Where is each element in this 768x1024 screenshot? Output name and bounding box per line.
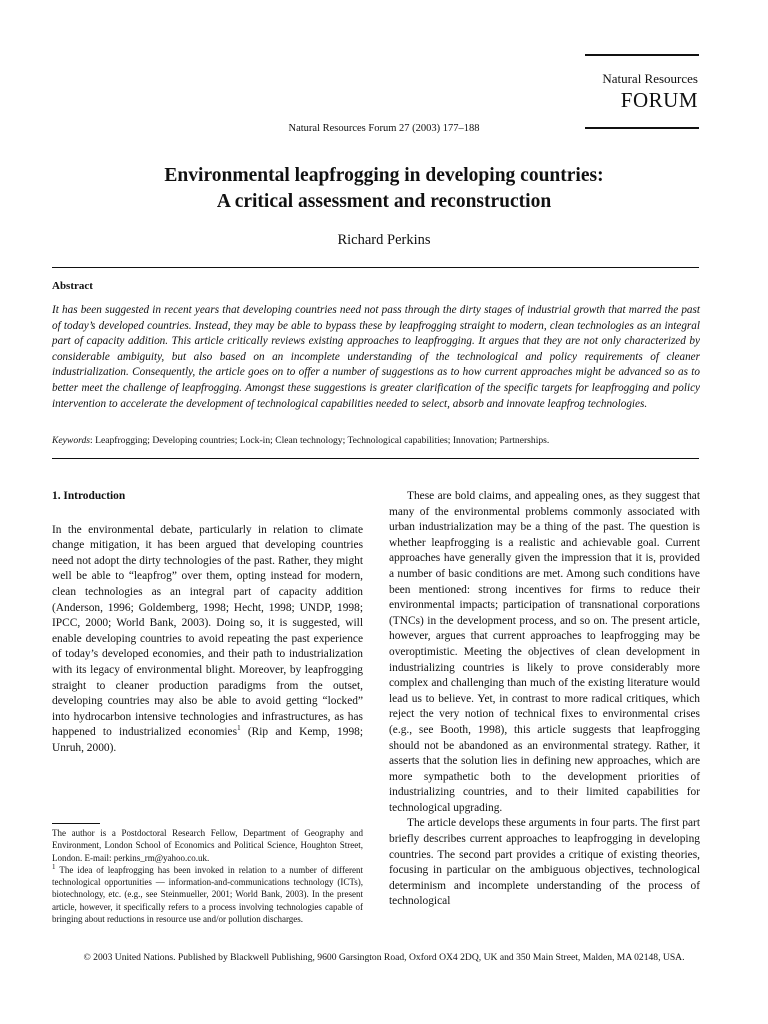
article-title (60, 163, 708, 215)
masthead-top-rule (585, 54, 699, 56)
intro-text-tail: (Rip and Kemp, 1998; Unruh, 2000). (52, 726, 364, 754)
footnotes (52, 827, 363, 925)
keywords (52, 434, 700, 447)
abstract-text: It has been suggested in recent years that developing countries need not pass through the dirty stages of industrial growth that marred the past of today’s developed countries. Instead, they may be able to bypass these by leapfrogging straight to modern, clean technologies as an integral part of capacity addition. This article critically reviews existing approaches to leapfrogging. It argues that they are not only characterized by considerable ambiguity, but also based on an incomplete understanding of the technological and policy requirements of cleaner industrialization. Consequently, the article goes on to offer a number of suggestions as to how current approaches might be advanced so as to better meet the challenge of leapfrogging. Amongst these suggestions is greater clarification of the specific targets for leapfrogging and policy intervention to accelerate the development of technological capabilities needed to select, absorb and innovate leapfrog technologies. (52, 304, 700, 410)
abstract-heading: Abstract (52, 280, 93, 292)
footnote-1 (52, 864, 363, 925)
copyright-line: © 2003 United Nations. Published by Blackwell Publishing, 9600 Garsington Road, Oxford OX4 2DQ, UK and 350 Main Street, Malden, MA 02148, USA. (83, 952, 685, 963)
journal-masthead-subtitle: Natural Resources (602, 71, 698, 86)
section-heading: 1. Introduction (52, 490, 126, 502)
journal-masthead-title: FORUM (620, 88, 698, 112)
intro-paragraph (52, 523, 363, 757)
journal-citation: Natural Resources Forum 27 (2003) 177–188 (288, 123, 480, 134)
keywords-list: : Leapfrogging; Developing countries; Lock-in; Clean technology; Technological capabilities; Innovation; Partnerships. (90, 435, 550, 446)
article-title-line-1: Environmental leapfrogging in developing countries: (164, 165, 604, 186)
right-column (389, 489, 700, 910)
intro-text: In the environmental debate, particularly in relation to climate change mitigation, it has been argued that developing countries need not adopt the dirty technologies of the past. Rather, they might well be able to “leapfrog” over them, opting instead for modern, clean technologies as an integral part of capacity addition (Anderson, 1996; Goldemberg, 1998; Hecht, 1998; UNDP, 1998; IPCC, 2000; World Bank, 2003). Doing so, it is suggested, will enable developing countries to avoid repeating the past experience of today’s developed economies, and their path to industrialization with its legacy of environmental blight. Moreover, by leapfrogging straight to cleaner production paradigms from the outset, developing countries may also be able to avoid getting “locked” into hydrocarbon intensive technologies and infrastructures, as has happened to industrialized economies (52, 523, 363, 739)
left-column (52, 489, 363, 772)
keywords-label: Keywords (52, 435, 91, 446)
abstract-top-rule (52, 267, 699, 268)
article-author: Richard Perkins (337, 232, 431, 248)
body-paragraph: These are bold claims, and appealing ones, as they suggest that many of the environmental problems commonly associated with urban industrialization may be a thing of the past. The question is whether leapfrogging is a realistic and achievable goal. Current approaches have generally given the impression that it is, provided a number of basic conditions are met. Among such conditions have been mentioned: strong incentives for firms to reduce their environmental impacts; participation of transnational corporations (TNCs) in the development process, and so on. The present article, however, argues that current approaches to leapfrogging may be overoptimistic. Meeting the objectives of clean development in industrializing countries is likely to prove considerably more complex and challenging than much of the existing literature would lead us to believe. Yet, in contrast to more radical critiques, which reject the very notion of technical fixes to environmental crises (e.g., see Booth, 1998), this article suggests that leapfrogging should not be abandoned as an environmental strategy. Rather, it asserts that the solution lies in defining new approaches, which are more sympathetic both to the development priorities of industrializing countries, and to their limited capabilities for technological upgrading. (389, 490, 700, 814)
abstract-bottom-rule (52, 458, 699, 459)
body-paragraph: The article develops these arguments in four parts. The first part briefly describes current approaches to leapfrogging in developing countries. The second part provides a critique of existing theories, focusing in particular on the ambiguous objectives, technological determinism and incomplete understanding of the process of technological (389, 817, 700, 908)
footnote-1-marker: 1 (52, 862, 56, 871)
footnote-rule (52, 823, 100, 824)
footnote-1-text: The idea of leapfrogging has been invoked in relation to a number of different technological opportunities — information-and-communications technology (ICTs), biotechnology, etc. (e.g., see Steinmueller, 2001; World Bank, 2003). In the present article, however, it specifically refers to a process involving technologies capable of bringing about reductions in resource use and/or pollution discharges. (52, 864, 363, 925)
article-title-line-2: A critical assessment and reconstruction (216, 191, 552, 212)
footnote-marker: 1 (237, 724, 241, 733)
author-note: The author is a Postdoctoral Research Fellow, Department of Geography and Environment, London School of Economics and Political Science, Houghton Street, London. E-mail: perkins_rm@yahoo.co.uk. (52, 828, 363, 863)
